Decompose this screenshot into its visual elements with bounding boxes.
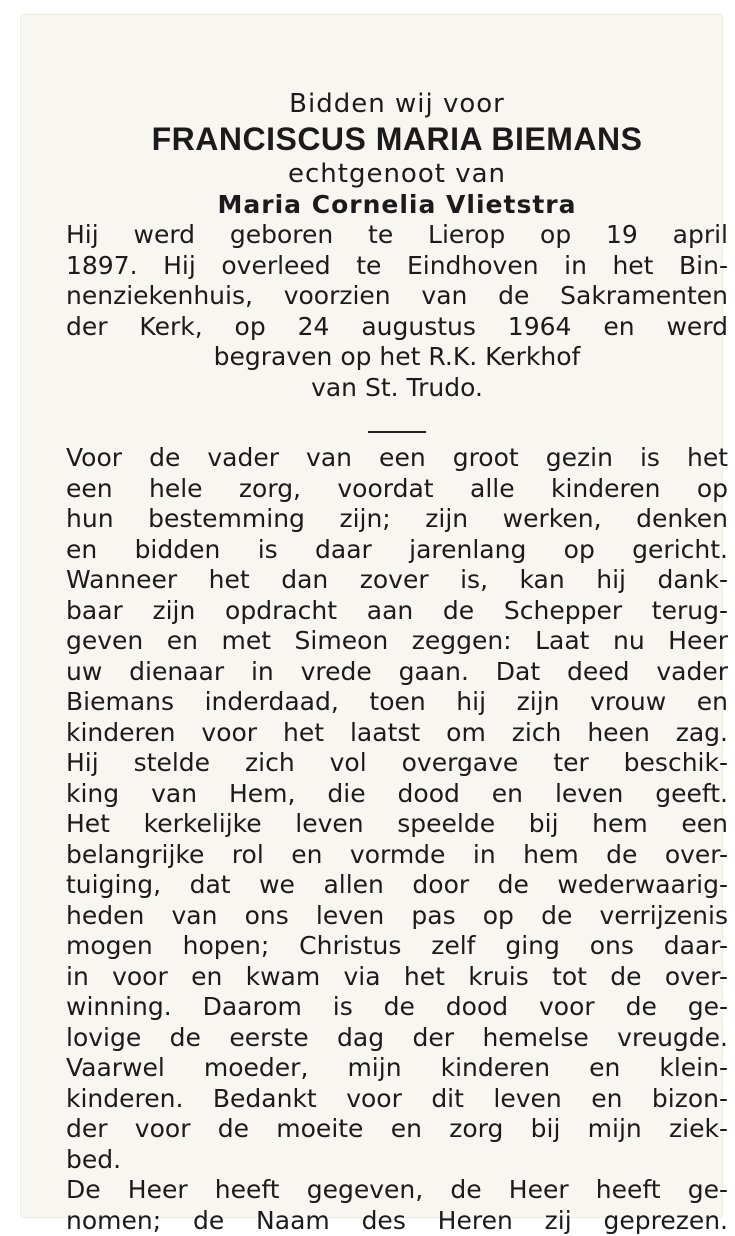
meditation-line: baar zijn opdracht aan de Schepper terug- — [66, 596, 728, 627]
meditation-line: belangrijke rol en vormde in hem de over- — [66, 840, 728, 871]
meditation-line: heden van ons leven pas op de verrijzenis — [66, 901, 728, 932]
meditation-line: winning. Daarom is de dood voor de ge- — [66, 992, 728, 1023]
meditation-line: Biemans inderdaad, toen hij zijn vrouw en — [66, 687, 728, 718]
meditation-line: tuiging, dat we allen door de wederwaarig- — [66, 870, 728, 901]
biography-line: nenziekenhuis, voorzien van de Sakramenten — [66, 281, 728, 312]
meditation-line: en bidden is daar jarenlang op gericht. — [66, 535, 728, 566]
meditation-text — [66, 443, 728, 1236]
meditation-line: Voor de vader van een groot gezin is het — [66, 443, 728, 474]
divider-rule — [368, 431, 426, 433]
meditation-line: king van Hem, die dood en leven geeft. — [66, 779, 728, 810]
meditation-line: nomen; de Naam des Heren zij geprezen. — [66, 1206, 728, 1236]
spouse-label: echtgenoot van — [66, 158, 728, 190]
intro-line: Bidden wij voor — [66, 88, 728, 120]
meditation-line: Hij stelde zich vol overgave ter beschik- — [66, 748, 728, 779]
meditation-line: hun bestemming zijn; zijn werken, denken — [66, 504, 728, 535]
biography — [66, 220, 728, 403]
biography-line: Hij werd geboren te Lierop op 19 april — [66, 220, 728, 251]
biography-line: 1897. Hij overleed te Eindhoven in het Bin- — [66, 251, 728, 282]
meditation-line: in voor en kwam via het kruis tot de over- — [66, 962, 728, 993]
spouse-name: Maria Cornelia Vlietstra — [66, 190, 728, 220]
meditation-line: kinderen voor het laatst om zich heen zag. — [66, 718, 728, 749]
meditation-line: Wanneer het dan zover is, kan hij dank- — [66, 565, 728, 596]
meditation-line: uw dienaar in vrede gaan. Dat deed vader — [66, 657, 728, 688]
meditation-line: lovige de eerste dag der hemelse vreugde. — [66, 1023, 728, 1054]
meditation-line: kinderen. Bedankt voor dit leven en bizon- — [66, 1084, 728, 1115]
meditation-line: De Heer heeft gegeven, de Heer heeft ge- — [66, 1175, 728, 1206]
meditation-line: Vaarwel moeder, mijn kinderen en klein- — [66, 1053, 728, 1084]
biography-line: der Kerk, op 24 augustus 1964 en werd — [66, 312, 728, 343]
meditation-line: bed. — [66, 1145, 728, 1176]
meditation-line: mogen hopen; Christus zelf ging ons daar- — [66, 931, 728, 962]
meditation-line: Het kerkelijke leven speelde bij hem een — [66, 809, 728, 840]
meditation-line: der voor de moeite en zorg bij mijn ziek- — [66, 1114, 728, 1145]
biography-line: van St. Trudo. — [66, 373, 728, 404]
meditation-line: een hele zorg, voordat alle kinderen op — [66, 474, 728, 505]
card-content — [66, 88, 728, 1236]
deceased-name: FRANCISCUS MARIA BIEMANS — [66, 120, 728, 158]
biography-line: begraven op het R.K. Kerkhof — [66, 342, 728, 373]
meditation-line: geven en met Simeon zeggen: Laat nu Heer — [66, 626, 728, 657]
memorial-card — [20, 14, 723, 1218]
